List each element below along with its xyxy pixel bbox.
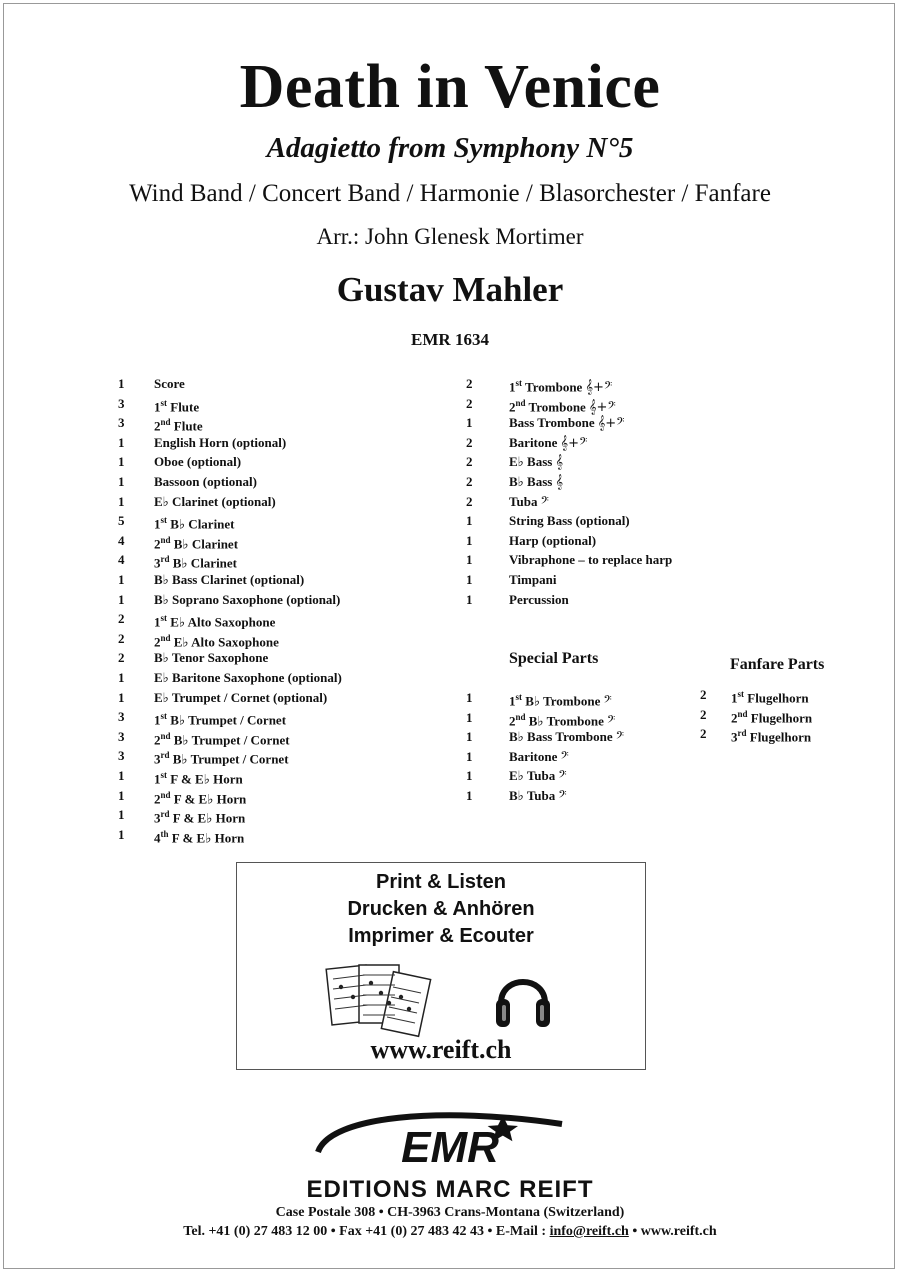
part-quantity: 2 (466, 454, 473, 470)
part-quantity: 1 (466, 788, 473, 803)
part-name: Tuba 𝄢 (509, 493, 549, 510)
part-quantity: 1 (118, 474, 125, 489)
part-quantity: 1 (466, 768, 473, 784)
part-quantity: 1 (118, 572, 125, 587)
part-quantity: 1 (118, 591, 125, 607)
part-name: B♭ Soprano Saxophone (optional) (154, 591, 341, 607)
sheet-music-icon (323, 961, 433, 1041)
contact-phone-fax: Tel. +41 (0) 27 483 12 00 • Fax +41 (0) 27 483 42 43 • E-Mail : (183, 1224, 550, 1239)
part-quantity: 1 (466, 415, 473, 431)
clef-icon: 𝄢 (560, 749, 569, 765)
part-quantity: 1 (466, 532, 473, 548)
part-name: Percussion (509, 591, 569, 607)
clef-icon: 𝄞 (555, 455, 564, 471)
part-quantity: 1 (118, 787, 125, 803)
publisher-contact (0, 1224, 900, 1240)
part-name: E♭ Clarinet (optional) (154, 493, 276, 509)
part-name: 1st F & E♭ Horn (154, 770, 243, 787)
part-quantity: 2 (700, 687, 707, 702)
clef-icon: 𝄢 (606, 713, 616, 729)
part-name: Bassoon (optional) (154, 474, 257, 489)
special-parts-heading: Special Parts (509, 650, 599, 667)
part-quantity: 1 (466, 709, 473, 725)
part-quantity: 1 (118, 434, 125, 450)
part-name: Score (154, 376, 185, 391)
emr-logo (300, 1110, 600, 1170)
composer: Gustav Mahler (336, 270, 564, 309)
part-quantity: 1 (118, 493, 125, 509)
publisher-name: EDITIONS MARC REIFT (306, 1176, 594, 1203)
clef-icon: 𝄞+𝄢 (585, 380, 613, 396)
part-name: 1st Flugelhorn (731, 689, 809, 706)
fanfare-parts-heading: Fanfare Parts (730, 656, 825, 673)
clef-icon: 𝄞 (555, 475, 564, 490)
part-quantity: 2 (118, 650, 125, 666)
part-quantity: 3 (118, 728, 125, 744)
part-name: 2nd Trombone 𝄞+𝄢 (509, 397, 616, 415)
part-name: 2nd B♭ Trombone 𝄢 (509, 711, 616, 729)
part-quantity: 4 (118, 552, 125, 568)
part-name: 4th F & E♭ Horn (154, 828, 245, 846)
part-quantity: 1 (466, 591, 473, 607)
part-quantity: 1 (118, 826, 125, 842)
part-name: String Bass (optional) (509, 513, 630, 529)
part-name: 1st Flute (154, 397, 200, 414)
promo-line-print-listen: Print & Listen (375, 871, 506, 893)
part-quantity: 1 (466, 572, 473, 587)
part-name: B♭ Bass Clarinet (optional) (154, 572, 305, 587)
part-name: E♭ Bass 𝄞 (509, 454, 564, 471)
promo-line-drucken: Drucken & Anhören (347, 898, 535, 920)
contact-website[interactable]: • www.reift.ch (628, 1224, 717, 1239)
part-quantity: 3 (118, 415, 125, 431)
part-name: B♭ Tenor Saxophone (154, 650, 269, 666)
print-listen-box (236, 862, 646, 1070)
part-quantity: 1 (118, 768, 125, 783)
part-name: Vibraphone – to replace harp (509, 552, 673, 568)
part-quantity: 3 (118, 748, 125, 764)
part-name: 2nd B♭ Trumpet / Cornet (154, 730, 290, 748)
part-quantity: 2 (466, 395, 473, 411)
part-name: 3rd B♭ Clarinet (154, 554, 238, 571)
catalog-number: EMR 1634 (411, 330, 489, 349)
part-quantity: 2 (466, 376, 473, 391)
clef-icon: 𝄞+𝄢 (597, 416, 625, 432)
band-types: Wind Band / Concert Band / Harmonie / Blasorchester / Fanfare (129, 180, 771, 207)
clef-icon: 𝄞+𝄢 (560, 435, 588, 451)
part-quantity: 2 (466, 474, 473, 489)
part-name: B♭ Bass Trombone 𝄢 (509, 729, 625, 746)
part-name: Oboe (optional) (154, 454, 242, 470)
part-name: 2nd B♭ Clarinet (154, 534, 239, 552)
headphones-icon (493, 963, 553, 1031)
part-name: English Horn (optional) (154, 434, 287, 450)
part-name: E♭ Trumpet / Cornet (optional) (154, 689, 328, 705)
part-quantity: 2 (118, 630, 125, 646)
subtitle: Adagietto from Symphony N°5 (266, 132, 634, 164)
clef-icon: 𝄢 (540, 494, 549, 510)
part-name: 2nd Flute (154, 417, 203, 434)
part-name: Timpani (509, 572, 557, 587)
part-name: E♭ Tuba 𝄢 (509, 768, 567, 785)
clef-icon: 𝄞+𝄢 (588, 399, 616, 415)
part-name: 3rd F & E♭ Horn (154, 809, 246, 826)
part-name: E♭ Baritone Saxophone (optional) (154, 670, 342, 685)
part-quantity: 2 (118, 611, 125, 627)
part-name: 2nd F & E♭ Horn (154, 789, 247, 806)
clef-icon: 𝄢 (558, 789, 567, 804)
part-name: 1st B♭ Clarinet (154, 515, 235, 532)
part-quantity: 1 (118, 689, 125, 705)
clef-icon: 𝄢 (615, 730, 625, 746)
part-quantity: 5 (118, 513, 125, 529)
part-quantity: 4 (118, 532, 125, 548)
part-name: 3rd Flugelhorn (731, 728, 812, 745)
part-quantity: 2 (466, 493, 473, 509)
promo-url[interactable]: www.reift.ch (370, 1035, 512, 1064)
part-name: B♭ Tuba 𝄢 (509, 788, 567, 804)
page-title: Death in Venice (239, 53, 661, 121)
part-quantity: 1 (118, 807, 125, 823)
part-name: Baritone 𝄢 (509, 748, 569, 765)
contact-email-link[interactable]: info@reift.ch (549, 1224, 629, 1239)
part-quantity: 1 (118, 376, 125, 391)
part-name: Harp (optional) (509, 532, 597, 548)
part-name: 3rd B♭ Trumpet / Cornet (154, 750, 289, 767)
part-name: Baritone 𝄞+𝄢 (509, 434, 588, 451)
part-quantity: 1 (466, 729, 473, 745)
publisher-address: Case Postale 308 • CH-3963 Crans-Montana (Switzerland) (275, 1205, 625, 1220)
part-name: 1st E♭ Alto Saxophone (154, 613, 276, 630)
part-quantity: 2 (700, 726, 707, 742)
part-name: 2nd Flugelhorn (731, 708, 813, 725)
part-name: B♭ Bass 𝄞 (509, 474, 564, 490)
part-name: Bass Trombone 𝄞+𝄢 (509, 415, 625, 432)
svg-text:EMR: EMR (401, 1123, 499, 1170)
part-quantity: 3 (118, 395, 125, 411)
part-quantity: 1 (466, 552, 473, 568)
part-quantity: 1 (466, 690, 473, 705)
part-quantity: 1 (118, 454, 125, 470)
part-quantity: 1 (118, 670, 125, 685)
part-quantity: 2 (700, 706, 707, 722)
part-quantity: 3 (118, 709, 125, 725)
clef-icon: 𝄢 (558, 769, 567, 785)
part-name: 1st Trombone 𝄞+𝄢 (509, 378, 613, 396)
part-quantity: 1 (466, 513, 473, 529)
arranger: Arr.: John Glenesk Mortimer (316, 224, 584, 249)
part-quantity: 2 (466, 434, 473, 450)
promo-line-imprimer: Imprimer & Ecouter (348, 925, 534, 947)
part-quantity: 1 (466, 748, 473, 764)
part-name: 1st B♭ Trumpet / Cornet (154, 711, 287, 728)
part-name: 1st B♭ Trombone 𝄢 (509, 692, 612, 710)
part-name: 2nd E♭ Alto Saxophone (154, 632, 279, 650)
clef-icon: 𝄢 (603, 694, 612, 710)
